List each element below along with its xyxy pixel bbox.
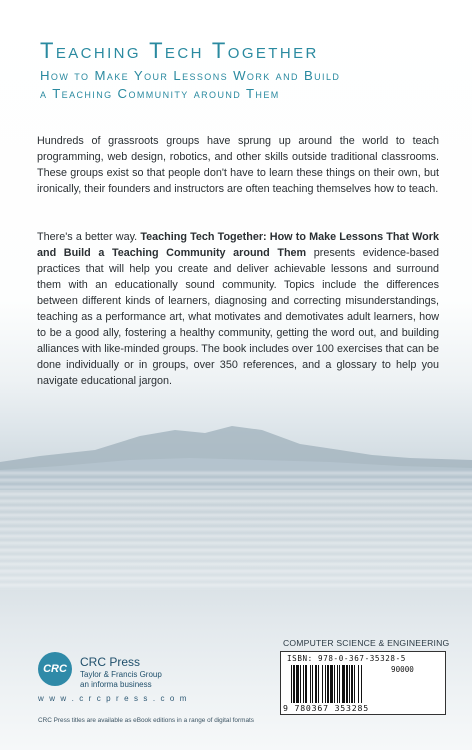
barcode-bar	[296, 665, 299, 703]
barcode-bar	[291, 665, 292, 703]
barcode-bar	[303, 665, 304, 703]
publisher-name: CRC Press	[80, 655, 141, 669]
blurb-lead: There's a better way.	[37, 231, 141, 243]
barcode-bar	[325, 665, 326, 703]
price-code: 90000	[391, 665, 414, 674]
crc-logo-text: CRC	[43, 663, 67, 675]
barcode-bar	[305, 665, 307, 703]
publisher-informa: an informa business	[80, 680, 152, 689]
barcode-icon	[291, 665, 387, 703]
barcode-bar	[312, 665, 313, 703]
barcode-bar	[315, 665, 317, 703]
subject-category: COMPUTER SCIENCE & ENGINEERING	[283, 638, 450, 648]
blurb-rest: presents evidence-based practices that will help you create and deliver achievable lessons and surround them with an educationally sound community. Topics include the differences between different kinds of learners, diagnosing and correcting misunderstandings, teaching as a performance art, what motivates and demotivates adult learners, how to be a good ally, fostering a healthy community, getting the word out, and building alliances with like-minded groups. The book includes over 100 exercises that can be done individually or in groups, over 350 references, and a glossary to help you navigate educational jargon.	[37, 247, 439, 387]
book-title: Teaching Tech Together	[40, 38, 319, 63]
barcode-bar	[318, 665, 319, 703]
barcode-bar	[346, 665, 348, 703]
barcode-bar	[330, 665, 333, 703]
barcode-bar	[322, 665, 323, 703]
barcode-panel	[280, 651, 446, 715]
barcode-bar	[339, 665, 340, 703]
blurb-paragraph-1: Hundreds of grassroots groups have sprung up around the world to teach programming, web design, robotics, and other skills outside traditional classrooms. These groups exist so that people don't have to learn these things on their own, but ironically, their founders and instructors are often teaching themselves how to teach.	[37, 135, 439, 195]
barcode-bar	[354, 665, 355, 703]
book-subtitle-line-2: a Teaching Community around Them	[40, 86, 280, 101]
publisher-url: w w w . c r c p r e s s . c o m	[38, 694, 189, 703]
ean-number: 9 780367 353285	[283, 703, 369, 713]
barcode-bar	[337, 665, 338, 703]
sea-wave-texture	[0, 470, 472, 590]
barcode-bar	[310, 665, 311, 703]
barcode-bar	[351, 665, 353, 703]
barcode-bar	[327, 665, 329, 703]
publisher-group: Taylor & Francis Group	[80, 670, 162, 679]
barcode-bar	[361, 665, 362, 703]
isbn-label: ISBN: 978-0-367-35328-5	[287, 654, 406, 663]
crc-logo-icon	[38, 652, 72, 686]
barcode-bar	[349, 665, 350, 703]
barcode-bar	[342, 665, 345, 703]
barcode-bar	[334, 665, 335, 703]
book-subtitle-line-1: How to Make Your Lessons Work and Build	[40, 68, 341, 83]
ebook-note: CRC Press titles are available as eBook editions in a range of digital formats	[38, 717, 254, 724]
blurb-bold-title: Teaching Tech Together: How to Make Lessons That Work and Build a Teaching Community around Them	[37, 231, 439, 259]
barcode-bar	[300, 665, 301, 703]
barcode-bar	[358, 665, 359, 703]
barcode-bar	[293, 665, 295, 703]
blurb-paragraph-2	[37, 229, 439, 389]
